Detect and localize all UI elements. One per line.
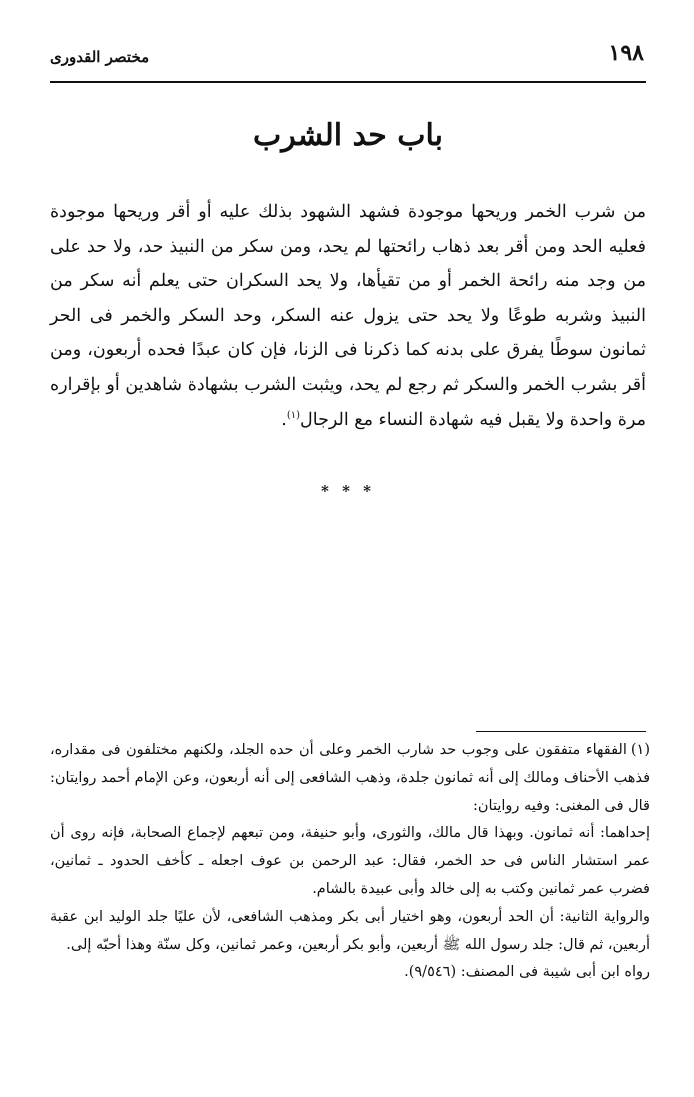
footnote-text: رواه ابن أبى شيبة فى المصنف: (٩/٥٤٦). (404, 964, 650, 981)
footnote-paragraph (50, 737, 650, 820)
main-paragraph-text: من شرب الخمر وريحها موجودة فشهد الشهود بذلك عليه أو أقر وريحها موجودة فعليه الحد ومن أقر بعد ذهاب رائحتها لم يحد، ومن سكر من النبيذ حد، ولا حد على من وجد منه رائحة الخمر أو من تقيأها، ولا يحد السكران حتى يعلم أنه سكر من النبيذ وشربه طوعًا ولا يحد حتى يزول عنه السكر، وحد السكر والخمر فى الحر ثمانون سوطًا يفرق على بدنه كما ذكرنا فى الزنا، فإن كان عبدًا فحده أربعون، ومن أقر بشرب الخمر والسكر ثم رجع لم يحد، ويثبت الشرب بشهادة شاهدين أو بإقراره مرة واحدة ولا يقبل فيه شهادة النساء مع الرجال (50, 202, 646, 430)
running-title: مختصر القدورى (50, 48, 150, 66)
footnote-reference[interactable]: (١) (286, 409, 301, 421)
footnote-text: إحداهما: أنه ثمانون. وبهذا قال مالك، والثورى، وأبو حنيفة، ومن تبعهم لإجماع الصحابة، فإنه روى أن عمر استشار الناس فى حد الخمر، فقال: عبد الرحمن بن عوف اجعله ـ كأخف الحدود ـ ثمانين، فضرب عمر ثمانين وكتب به إلى خالد وأبى عبيدة بالشام. (50, 825, 650, 897)
page-header (50, 40, 646, 80)
main-paragraph (50, 195, 646, 437)
footnote-divider (476, 731, 646, 732)
header-divider (50, 81, 646, 83)
footnote-mark: (١) (630, 742, 650, 758)
page-number: ١٩٨ (608, 40, 644, 66)
section-separator: * * * (321, 482, 375, 500)
chapter-title: باب حد الشرب (253, 118, 443, 153)
footnote-citation (50, 959, 650, 987)
footnote-paragraph (50, 820, 650, 903)
footnote-text: والرواية الثانية: أن الحد أربعون، وهو اختيار أبى بكر ومذهب الشافعى، لأن عليًا جلد الوليد ابن عقبة أربعين، ثم قال: جلد رسول الله ﷺ أربعين، وأبو بكر أربعين، وعمر ثمانين، وكل سنّة وهذا أحبّه إلى. (50, 908, 650, 953)
footnote-paragraph (50, 904, 650, 960)
footnote-text: الفقهاء متفقون على وجوب حد شارب الخمر وعلى أن حده الجلد، ولكنهم مختلفون فى مقداره، فذهب الأحناف ومالك إلى أنه ثمانون جلدة، وذهب الشافعى إلى أنه أربعون، وعن الإمام أحمد روايتان: قال فى المغنى: وفيه روايتان: (50, 742, 650, 814)
paragraph-end-punct: . (281, 409, 287, 430)
footnotes (50, 737, 650, 987)
